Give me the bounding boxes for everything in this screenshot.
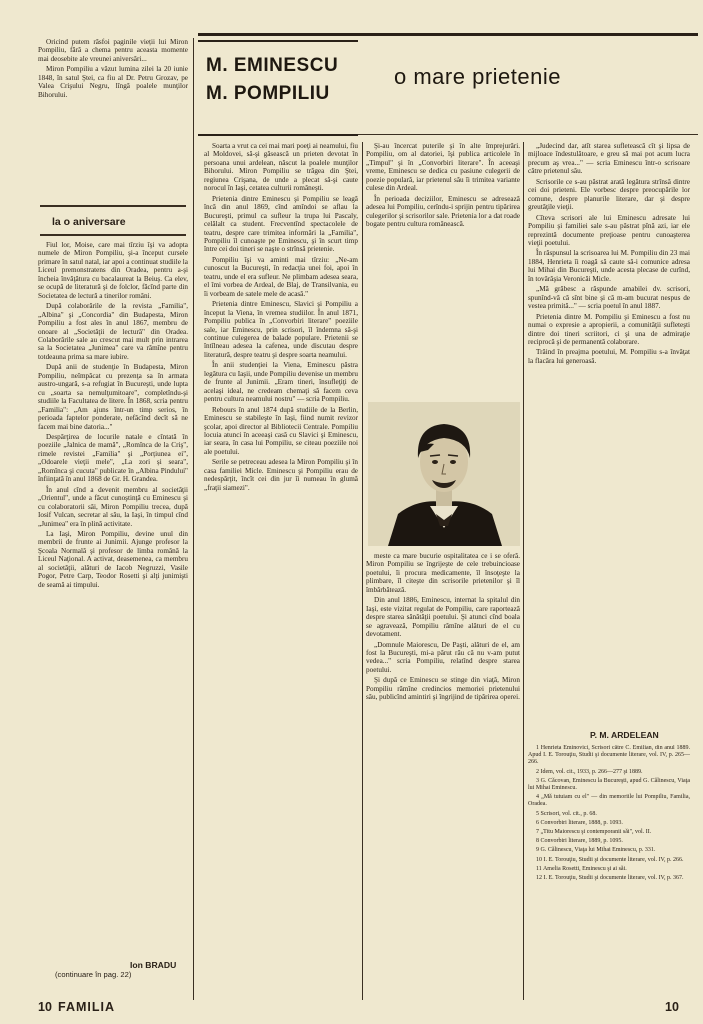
continuation-note: (continuare în pag. 22) [55,970,132,979]
column-d-paragraph: Cîteva scrisori ale lui Eminescu adresate lui Pompiliu şi familiei sale s-au păstrat pînă azi, iar ele reprezintă documente preţioase pentru cunoaşterea vieţii poetului. [528,213,690,247]
footnote: 3 G. Căcovan, Eminescu la Bucureşti, apud G. Călinescu, Viaţa lui Mihai Eminescu. [528,777,690,792]
author-ion-bradu: Ion BRADU [130,960,177,970]
column-a-paragraph: La Iaşi, Miron Pompiliu, devine unul din membrii de frunte ai Junimii. Ajunge profesor la Şcoala Normală şi profesor de limba română la Liceul Naţional. A activat, deasemenea, ca membru al societăţii, alături de Iacob Negruzzi, Vasile Pogor, Petre Carp, Teodor Rosetti şi alţi junimişti de seamă ai timpului. [38,529,188,589]
footnote: 11 Amelia Rosetti, Eminescu şi ai săi. [536,865,627,872]
footnote: 4 „Mă tutuiam cu el" — din memoriile lui Pompiliu, Familia, Oradea. [528,794,690,808]
column-b-paragraph: Rebours în anul 1874 după studiile de la Berlin, Eminescu se stabileşte în Iaşi, fiind numit revizor şcolar, apoi director al Bibliotecii Centrale. Pompiliu locuia atunci în aceeaşi casă cu Slavici şi Eminescu, iar seara, în casa lui Pompiliu, se citeau poeziile noi ale poetului. [204,405,358,456]
column-d-paragraph: Prietenia dintre M. Pompiliu şi Eminescu a fost nu numai o expresie a apropierii, a comunităţii sufleteşti dintre doi tineri scriitori, ci şi una de admiraţie reciprocă şi de permanentă colaborare. [528,312,690,346]
column-d-paragraph: Scrisorile ce s-au păstrat arată legătura strînsă dintre cei doi prieteni. Ele vorbesc despre preocupările lor comune, despre planurile literare, dar şi despre greutăţile vieţii. [528,177,690,212]
column-b-paragraph: Prietenia dintre Eminescu şi Pompiliu se leagă încă din anul 1869, cînd amîndoi se aflau la Bucureşti, primul ca sufleur la trupa lui Pascaly, celălalt ca student. Frecventînd spectacolele de teatru, despre care trimitea informări la „Familia", Pompiliu îl cunoaşte pe Eminescu, şi în scurt timp între cei doi tineri se naşte o strînsă prietenie. [204,194,358,254]
column-b-paragraph: Pompiliu îşi va aminti mai tîrziu: „Ne-am cunoscut la Bucureşti, în redacţia unei foi, apoi în teatru, unde el era sufleur. Ne plimbam adesea seara, el îmi vorbea de Ardeal, de Blaj, de Transilvania, eu îi vorbeam de satele mele de acasă." [204,255,358,298]
column-c-paragraph: Şi-au încercat puterile şi în alte împrejurări. Pompiliu, om al datoriei, îşi publica articolele în „Timpul" şi în „Convorbiri literare". În aceeaşi vreme, Eminescu se dedica cu pasiune culegerii de poezie populară, iar prietenul său îi trimitea variante culese din Ardeal. [366,142,520,193]
header-top-rule [198,33,698,36]
portrait-eye-right [450,460,456,464]
column-rule-c [523,142,524,1000]
column-b-paragraph: În anii studenţiei la Viena, Eminescu păstra legătura cu Iaşii, unde Pompiliu devenise un membru de frunte al Junimii. „Eram tineri, însufleţiţi de acelaşi ideal, ne credeam chemaţi să facem ceva pentru cultura neamului nostru" — scria Pompiliu. [204,361,358,404]
footnote: 12 I. E. Torouţiu, Studii şi documente literare, vol. IV, p. 367. [536,875,684,882]
column-a-paragraph: Despărţirea de locurile natale e cîntată în poeziile „Jalnica de mamă", „Romînca de la Criş", rimele revistei „Familia" şi „Porțiunea ei", „Odoarele vieţii mele", „La zori și seara", „Romînca şi cucuta" publicate în „Albina Pindului" înfiinţată în anul 1868 de Gr. H. Grandea. [38,432,188,484]
footnote: 1 Henrieta Eminovici, Scrisori către C. Emilian, din anul 1889. Apud I. E. Torouţiu, Studii şi documente literare, vol. IV, p. 265—266. [528,745,690,766]
column-d-paragraph: „Mă grăbesc a răspunde amabilei dv. scrisori, spunînd-vă că sînt bine şi că m-am bucurat nespus de vestea primită..." — scria poetul în anul 1887. [528,285,690,311]
column-a-paragraph: Fiul lor, Moise, care mai tîrziu îşi va adopta numele de Miron Pompiliu, şi-a început cursele primare în satul natal, iar apoi a continuat studiile la Liceul premonstratens din Oradea, pentru a-şi încheia învăţătura cu bacalaureat la Beiuş. Ca elev, se ocupă de literatură şi de folclor, făcînd parte din Societatea de lectură a tinerilor români. [38,241,188,300]
column-c-paragraph: În perioada deciziilor, Eminescu se adresează adesea lui Pompiliu, cerîndu-i sprijin pentru tipărirea culegerilor şi scrisorilor sale. Prietenia lor a dat roade bogate pentru cultura românească. [366,194,520,229]
title-prietenie: o mare prietenie [394,64,561,89]
column-rule-a [193,38,194,1000]
portrait-eye-left [432,460,438,464]
page-number-left: 10 [38,1000,52,1014]
portrait-photo [368,402,520,546]
page-number-right: 10 [665,1000,679,1014]
portrait-brow-right [448,455,458,456]
column-a-paragraph: În anul cînd a devenit membru al societăţii „Orientul", unde a făcut cunoştinţă cu Eminescu şi cu colaboratorii săi, Miron Pompiliu trecea, după Iosif Vulcan, secretar al său, la Iaşi, în timpul cînd „Junimea" era în plină activitate. [38,485,188,528]
column-a-body [38,241,188,941]
column-a [38,38,188,210]
column-a-paragraph: Oricind putem răsfoi paginile vieții lui Miron Pompiliu, fără a chema pentru aceasta momente mai deosebite ale vreunei aniversări... [38,38,188,63]
column-d [528,142,690,727]
title-pompiliu: M. POMPILIU [206,83,330,104]
column-b-paragraph: Serile se petreceau adesea la Miron Pompiliu şi în casa familiei Micle. Eminescu şi Pompiliu erau de nedespărţit, încît cei din jur îi numeau în glumă „fraţii siamezi". [204,458,358,492]
footnote: 5 Scrisori, vol. cit., p. 68. [536,810,597,817]
column-a-paragraph: După anii de studenţie în Budapesta, Miron Pompiliu, neîmpăcat cu prezenţa sa în armata austro-ungară, s-a refugiat în Bucureşti, unde lupta cu „soarta sa nemulţumitoare", completîndu-şi studiile la Facultatea de litere. În 1868, scria pentru „Familia": „Am ajuns într-un timp serios, în perioada faptelor ponderate, nefăcînd decît să ne facem mai bine datoria..." [38,363,188,431]
column-d-paragraph: Trăind în preajma poetului, M. Pompiliu s-a învăţat la flacăra lui generoasă. [528,348,690,365]
portrait-brow-left [430,455,440,456]
footnote: 2 Idem, vol. cit., 1933, p. 266—277 şi 1889. [536,768,643,775]
author-ardelean: P. M. ARDELEAN [590,730,659,740]
column-a-paragraph: Miron Pompiliu a văzut lumina zilei la 20 iunie 1848, în satul Ştei, ca fiu al Dr. Petru Grozav, pe Valea Crişului Negru, lîngă poalele munţilor Bihorului. [38,65,188,99]
subhead: la o aniversare [52,216,126,228]
footnote: 9 G. Călinescu, Viaţa lui Mihai Eminescu, p. 331. [536,847,656,854]
footnote: 10 I. E. Torouţiu, Studii şi documente literare, vol. IV, p. 266. [536,856,684,863]
column-rule-b [362,142,363,1000]
magazine-name: FAMILIA [58,1000,115,1014]
column-c-bottom [366,552,520,1000]
column-b-paragraph: Prietenia dintre Eminescu, Slavici şi Pompiliu a început la Viena, în vremea studiilor. În anul 1871, Pompiliu publica în „Convorbiri literare" poeziile sale, iar Eminescu, prin scrisori, îl îndemna să-şi continue culegerea de balade populare. Prietenii se întîlneau adesea la cafenea, unde discutau despre literatură, despre teatru şi despre soarta neamului. [204,300,358,359]
column-c-paragraph: „Domnule Maiorescu, De Paşti, alături de el, am fost la Bucureşti, mi-a părut rău că nu v-am putut vedea..." scria Pompiliu, relatînd despre starea poetului. [366,640,520,674]
column-c-top [366,142,520,397]
column-c-paragraph: Şi după ce Eminescu se stinge din viaţă, Miron Pompiliu rămîne credincios memoriei prietenului său, publicînd amintiri şi îngrijind de tipărirea operei. [366,676,520,702]
column-c-paragraph: meste ca mare bucurie ospitalitatea ce i se oferă. Miron Pompiliu se îngrijeşte de cele trebuincioase poetului, îi procura medicamente, îl însoţeşte la plimbare, îl citeşte din scrisorile prietenilor şi îl îmbărbătează. [366,552,520,594]
footnote: 6 Convorbiri literare, 1888, p. 1093. [536,819,623,826]
column-b [204,142,358,1000]
column-d-paragraph: În răspunsul la scrisoarea lui M. Pompiliu din 23 mai 1884, Henrieta îi roagă să caute să-i comunice adresa lui Mihai din Bucureşti, unde acesta plecase de curînd, în tovărăşia Veronicăi Micle. [528,249,690,283]
subhead-rule-top [40,205,186,207]
column-d-paragraph: „Judecind dar, atît starea sufletească cît şi lipsa de mijloace îndestulătoare, e greu să mai pot acum lucra precum aş vrea..." — scria Eminescu într-o scrisoare către prietenul său. [528,142,690,176]
column-c-paragraph: Din anul 1886, Eminescu, internat la spitalul din Iaşi, este vizitat regulat de Pompiliu, care raportează despre starea sănătăţii poetului. Şi atunci cînd boala se agravează, Pompiliu rămîne alături de el cu devotament. [366,596,520,639]
footnotes [528,745,690,1000]
column-b-paragraph: Soarta a vrut ca cei mai mari poeţi ai neamului, fiu al Moldovei, să-şi găsească un prieten devotat în persoana unui ardelean, născut la poalele munţilor Bihorului. Miron Pompiliu se trăgea din Ştei, regiunea Crişana, de unde a plecat să-şi caute norocul în Iaşi, cetatea culturii româneşti. [204,142,358,193]
footnote: 7 „Titu Maiorescu şi contemporanii săi", vol. II. [536,829,652,836]
column-a-paragraph: După colaborările de la revista „Familia", „Albina" şi „Concordia" din Budapesta, Miron Pompiliu a fost ales în anul 1867, membru de onoare al „Societăţii de lectură" din Oradea. Colaborările sale au crescut mai mult prin intrarea sa la Societatea „Junimea" care va rămîne pentru totdeauna prima sa mare iubire. [38,302,188,361]
title-eminescu: M. EMINESCU [206,55,339,76]
subhead-rule-bottom [40,234,186,236]
footnote: 8 Convorbiri literare, 1889, p. 1095. [536,838,623,845]
